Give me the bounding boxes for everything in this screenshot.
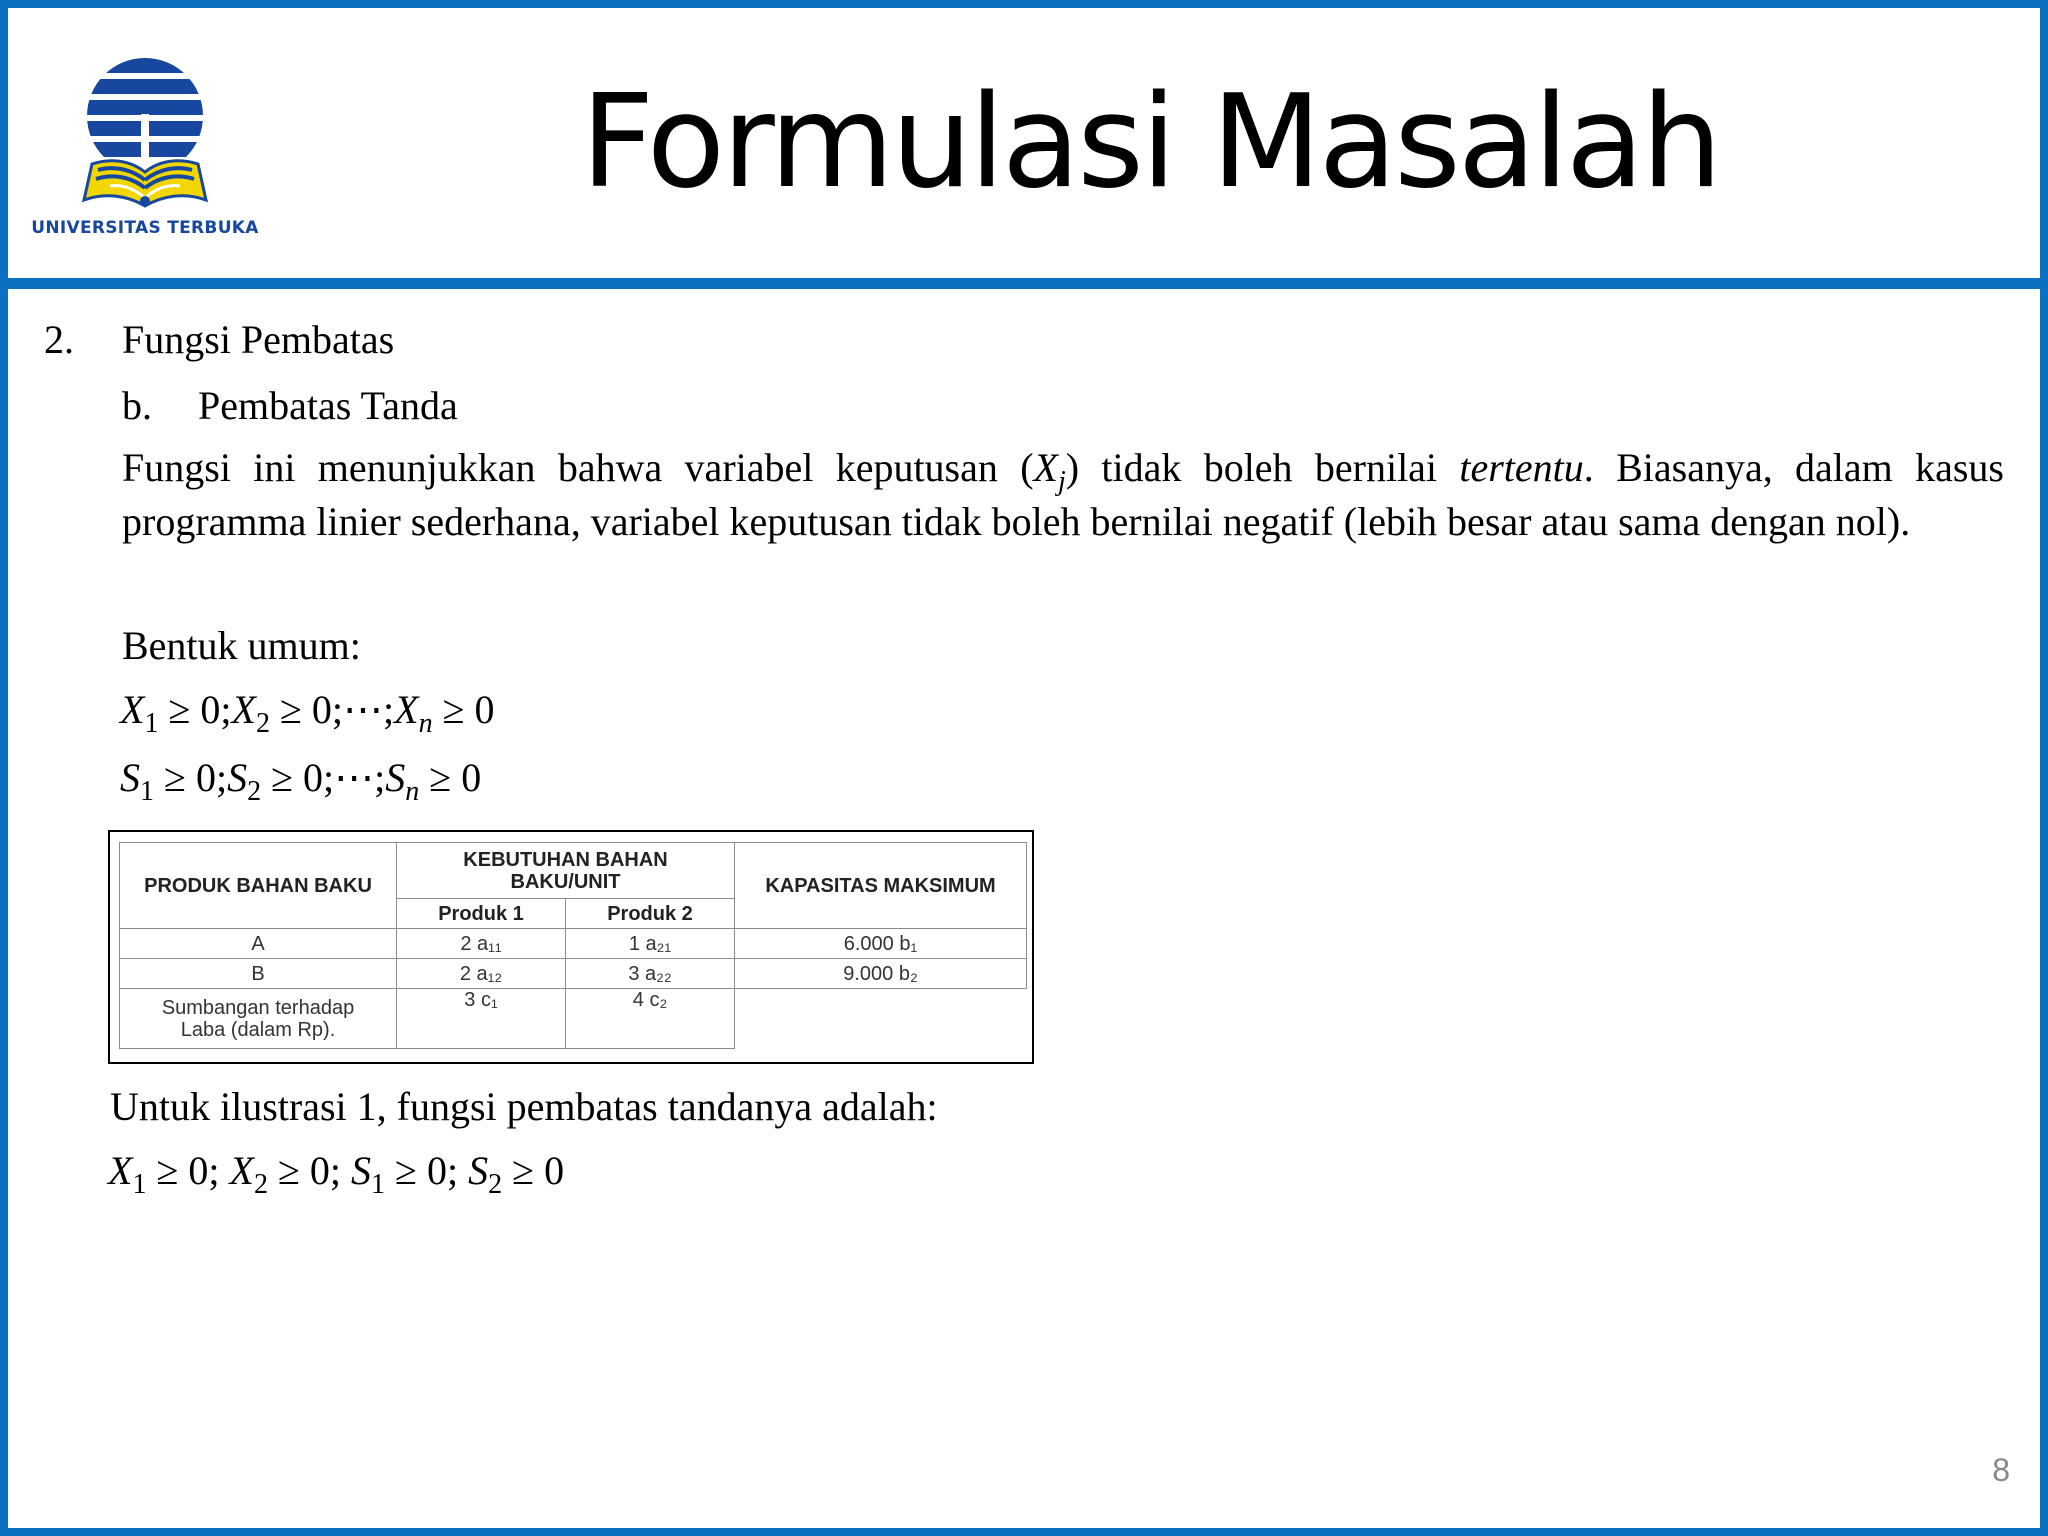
- header-produk-2: Produk 2: [566, 899, 735, 929]
- row-contribution-p2: 4 c₂: [566, 989, 735, 1049]
- general-form-label: Bentuk umum:: [122, 623, 361, 668]
- row-a-capacity: 6.000 b₁: [735, 929, 1027, 959]
- slide-title: Formulasi Masalah: [580, 68, 1720, 217]
- row-contribution-label: Sumbangan terhadap Laba (dalam Rp).: [120, 989, 397, 1049]
- header-capacity: KAPASITAS MAKSIMUM: [735, 843, 1027, 929]
- illustration-text: Untuk ilustrasi 1, fungsi pembatas tandanya adalah:: [110, 1084, 938, 1129]
- university-logo: [20, 54, 270, 244]
- table-row: [120, 959, 1027, 989]
- row-contribution-capacity: [735, 989, 1027, 1049]
- paragraph-text-2: ) tidak boleh bernilai: [1065, 445, 1460, 490]
- formula-x-value: [120, 683, 121, 684]
- paragraph-text-1: Fungsi ini menunjukkan bahwa variabel keputusan (: [122, 445, 1034, 490]
- slide-number: 8: [1992, 1452, 2010, 1488]
- row-a-label: A: [120, 929, 397, 959]
- header-product: PRODUK BAHAN BAKU: [120, 843, 397, 929]
- row-b-capacity: 9.000 b₂: [735, 959, 1027, 989]
- logo-wordmark: UNIVERSITAS TERBUKA: [31, 218, 259, 238]
- table-row: [120, 929, 1027, 959]
- row-contribution-p1: 3 c₁: [397, 989, 566, 1049]
- row-b-p1: 2 a₁₂: [397, 959, 566, 989]
- sub-item-letter: b.: [122, 383, 152, 428]
- list-number: 2.: [44, 317, 74, 362]
- raw-material-table-image: [108, 830, 1034, 1064]
- header-produk-1: Produk 1: [397, 899, 566, 929]
- row-a-p1: 2 a₁₁: [397, 929, 566, 959]
- description-paragraph: [122, 441, 2004, 549]
- list-item-heading: Fungsi Pembatas: [122, 317, 395, 362]
- header-needs: KEBUTUHAN BAHAN BAKU/UNIT: [397, 843, 735, 899]
- formula-s-value: [120, 751, 121, 752]
- sub-item-heading: Pembatas Tanda: [198, 383, 458, 428]
- table-row: [120, 989, 1027, 1049]
- formula-s-nonnegativity: $S_1$ ≥ $0;S_2$ ≥ $0;\cdots;S_n \ge 0$: [120, 751, 481, 805]
- row-a-p2: 1 a₂₁: [566, 929, 735, 959]
- paragraph-emphasis: tertentu: [1459, 445, 1584, 490]
- row-b-label: B: [120, 959, 397, 989]
- header-divider: [0, 278, 2048, 289]
- formula-x-nonnegativity: $X_1$ ≥ $0;X_2$ ≥ $0;\cdots;X_n \ge 0$: [120, 683, 495, 737]
- illustration-formula: $X_1 \ge 0$; $X_2 \ge 0$; $S_1 \ge 0$; $S_2 \ge 0$: [108, 1144, 564, 1198]
- decision-variable: $X_j$: [1033, 445, 1066, 497]
- logo-emblem-icon: [70, 54, 220, 219]
- paragraph-text-3: . Biasanya, dalam kasus programma linier sederhana, variabel keputusan tidak boleh bernilai negatif (lebih besar atau sama dengan nol).: [122, 445, 2004, 544]
- raw-material-table: [119, 842, 1027, 1049]
- illustration-formula-value: [108, 1144, 109, 1145]
- row-b-p2: 3 a₂₂: [566, 959, 735, 989]
